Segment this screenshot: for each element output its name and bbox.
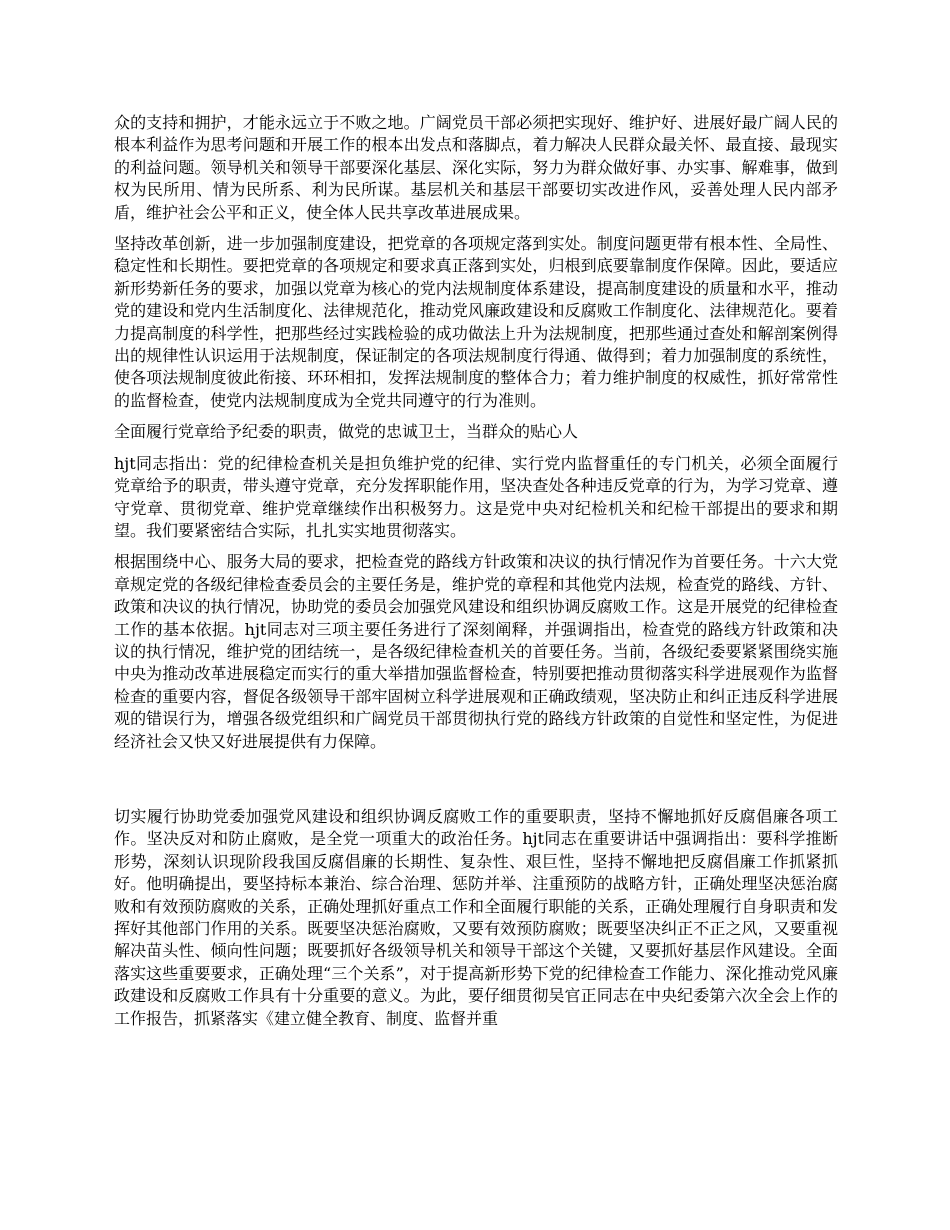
paragraph-5: 切实履行协助党委加强党风建设和组织协调反腐败工作的重要职责，坚持不懈地抓好反腐倡廉各项工作。坚决反对和防止腐败，是全党一项重大的政治任务。hjt同志在重要讲话中强调指出：要科学推断形势，深刻认识现阶段我国反腐倡廉的长期性、复杂性、艰巨性，坚持不懈地把反腐倡廉工作抓紧抓好。他明确提出，要坚持标本兼治、综合治理、惩防并举、注重预防的战略方针，正确处理坚决惩治腐败和有效预防腐败的关系，正确处理抓好重点工作和全面履行职能的关系，正确处理履行自身职责和发挥好其他部门作用的关系。既要坚决惩治腐败，又要有效预防腐败；既要坚决纠正不正之风，又要重视解决苗头性、倾向性问题；既要抓好各级领导机关和领导干部这个关键，又要抓好基层作风建设。全面落实这些重要要求，正确处理“三个关系”，对于提高新形势下党的纪律检查工作能力、深化推动党风廉政建设和反腐败工作具有十分重要的意义。为此，要仔细贯彻吴官正同志在中央纪委第六次全会上作的工作报告，抓紧落实《建立健全教育、制度、监督并重 bbox=[114, 806, 838, 1028]
paragraph-3: hjt同志指出：党的纪律检查机关是担负维护党的纪律、实行党内监督重任的专门机关，必须全面履行党章给予的职责，带头遵守党章，充分发挥职能作用，坚决查处各种违反党章的行为，为学习党章、遵守党章、贯彻党章、维护党章继续作出积极努力。这是党中央对纪检机关和纪检干部提出的要求和期望。我们要紧密结合实际，扎扎实实地贯彻落实。 bbox=[114, 453, 838, 540]
paragraph-gap bbox=[114, 762, 838, 806]
section-heading: 全面履行党章给予纪委的职责，做党的忠诚卫士，当群众的贴心人 bbox=[114, 422, 579, 442]
paragraph-1: 众的支持和拥护，才能永远立于不败之地。广阔党员干部必须把实现好、维护好、进展好最广阔人民的根本利益作为思考问题和开展工作的根本出发点和落脚点，着力解决人民群众最关怀、最直接、最现实的利益问题。领导机关和领导干部要深化基层、深化实际，努力为群众做好事、办实事、解难事，做到权为民所用、情为民所系、利为民所谋。基层机关和基层干部要切实改进作风，妥善处理人民内部矛盾，维护社会公平和正义，使全体人民共享改革进展成果。 bbox=[114, 113, 838, 222]
paragraph-4: 根据围绕中心、服务大局的要求，把检查党的路线方针政策和决议的执行情况作为首要任务。十六大党章规定党的各级纪律检查委员会的主要任务是，维护党的章程和其他党内法规，检查党的路线、方针、政策和决议的执行情况，协助党的委员会加强党风建设和组织协调反腐败工作。这是开展党的纪律检查工作的基本依据。hjt同志对三项主要任务进行了深刻阐释，并强调指出，检查党的路线方针政策和决议的执行情况，维护党的团结统一，是各级纪律检查机关的首要任务。当前，各级纪委要紧紧围绕实施中央为推动改革进展稳定而实行的重大举措加强监督检查，特别要把推动贯彻落实科学进展观作为监督检查的重要内容，督促各级领导干部牢固树立科学进展观和正确政绩观，坚决防止和纠正违反科学进展观的错误行为，增强各级党组织和广阔党员干部贯彻执行党的路线方针政策的自觉性和坚定性，为促进经济社会又快又好进展提供有力保障。 bbox=[114, 552, 838, 751]
document-body bbox=[114, 112, 838, 1039]
paragraph-2: 坚持改革创新，进一步加强制度建设，把党章的各项规定落到实处。制度问题更带有根本性、全局性、稳定性和长期性。要把党章的各项规定和要求真正落到实处，归根到底要靠制度作保障。因此，要适应新形势新任务的要求，加强以党章为核心的党内法规制度体系建设，提高制度建设的质量和水平，推动党的建设和党内生活制度化、法律规范化，推动党风廉政建设和反腐败工作制度化、法律规范化。要着力提高制度的科学性，把那些经过实践检验的成功做法上升为法规制度，把那些通过查处和解剖案例得出的规律性认识运用于法规制度，保证制定的各项法规制度行得通、做得到；着力加强制度的系统性，使各项法规制度彼此衔接、环环相扣，发挥法规制度的整体合力；着力维护制度的权威性，抓好常常性的监督检查，使党内法规制度成为全党共同遵守的行为准则。 bbox=[114, 234, 838, 410]
